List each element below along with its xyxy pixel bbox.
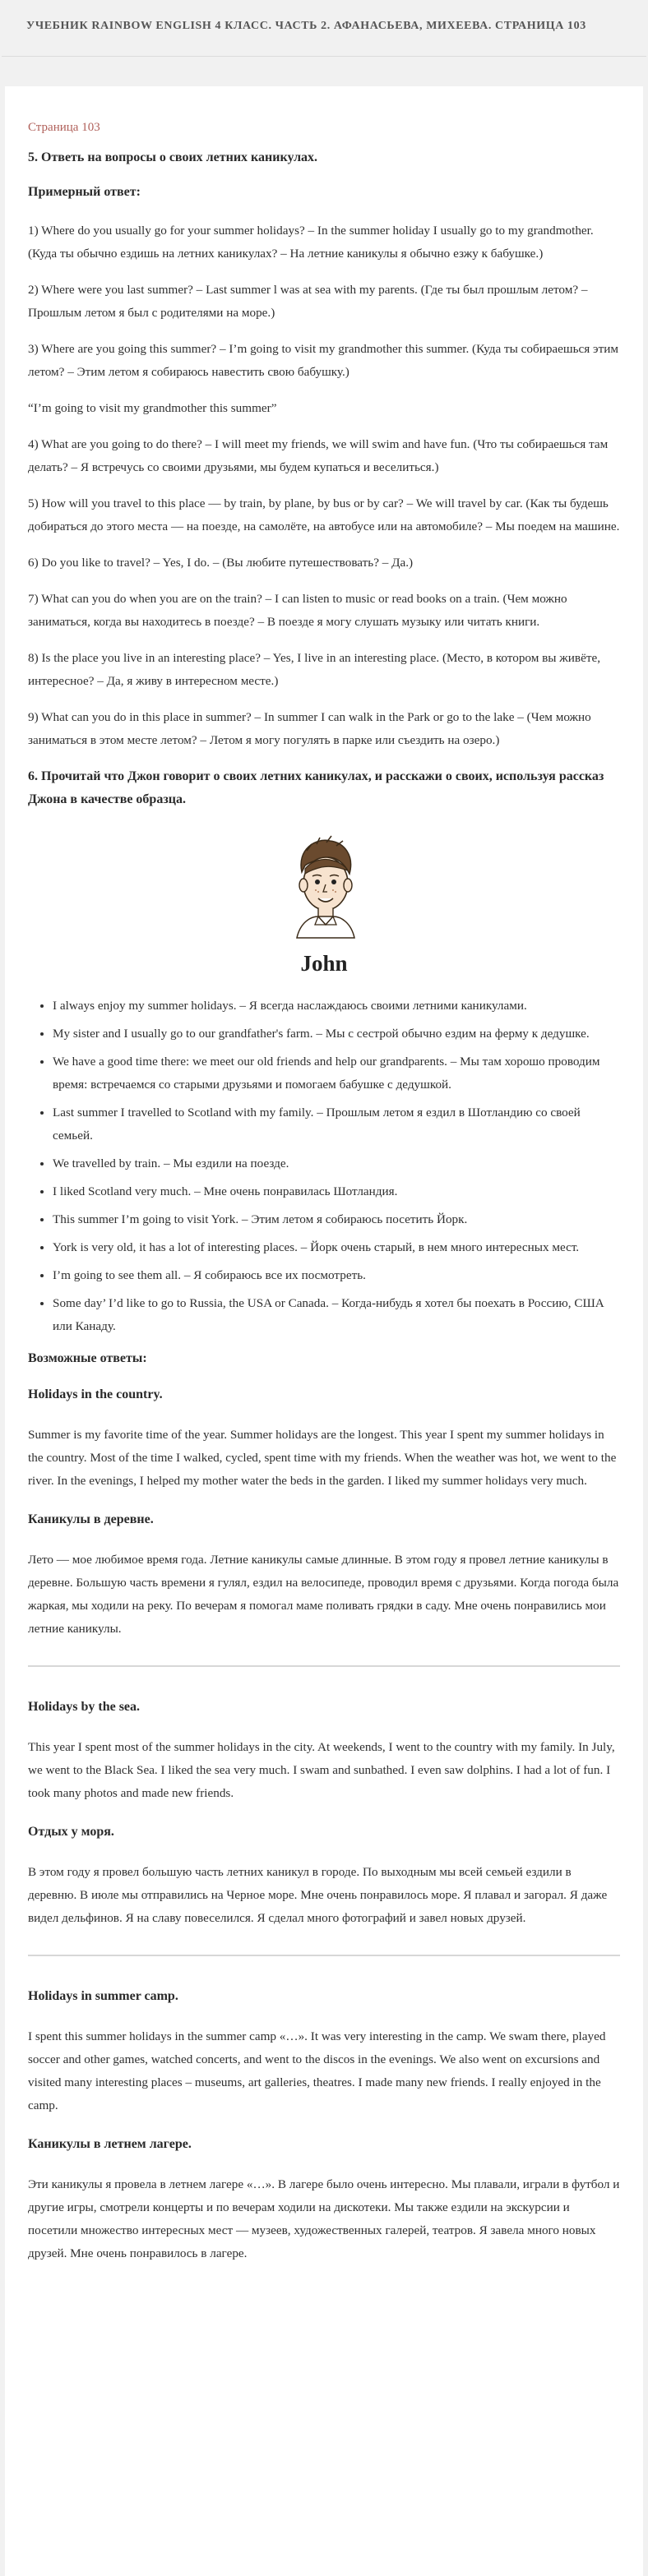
list-item: • York is very old, it has a lot of interesting places. – Йорк очень старый, в нем много интересных мест. xyxy=(53,1236,620,1259)
qa-item-4: 4) What are you going to do there? – I will meet my friends, we will swim and have fun. (Что ты собираешься там делать? – Я встречусь со своими друзьями, мы будем купаться и веселиться.) xyxy=(28,437,609,474)
john-statements-list xyxy=(28,995,620,1338)
section-camp-en-text: I spent this summer holidays in the summer camp «…». It was very interesting in the camp. We swam there, played soccer and other games, watched concerts, and went to the discos in the evenings. We also went on excursions and visited many interesting places – museums, art galleries, theatres. I made many new friends. I really enjoyed in the camp. xyxy=(28,2029,606,2112)
qa-item-2: 2) Where were you last summer? – Last summer l was at sea with my parents. (Где ты был прошлым летом? – Прошлым летом я был с родителями на море.) xyxy=(28,283,588,320)
divider xyxy=(28,1955,620,1956)
list-item: • This summer I’m going to visit York. – Этим летом я собираюсь посетить Йорк. xyxy=(53,1208,620,1231)
qa-item-5: 5) How will you travel to this place — by train, by plane, by bus or by car? – We will travel by car. (Как ты будешь добираться до этого места — на поезде, на самолёте, на автобусе или на автомобиле? – Мы поедем на машине. xyxy=(28,496,620,533)
section-sea-en-title: Holidays by the sea. xyxy=(28,1700,141,1714)
list-item: • I always enjoy my summer holidays. – Я всегда наслаждаюсь своими летними каникулами. xyxy=(53,995,620,1018)
section-country-ru-title: Каникулы в деревне. xyxy=(28,1512,154,1526)
section-camp-ru-title: Каникулы в летнем лагере. xyxy=(28,2137,192,2151)
list-item: • We have a good time there: we meet our old friends and help our grandparents. – Мы там хорошо проводим время: встречаемся со старыми друзьями и помогаем бабушке с дедушкой. xyxy=(53,1050,620,1096)
section-camp-en-title: Holidays in summer camp. xyxy=(28,1989,178,2003)
sample-answer-label: Примерный ответ: xyxy=(28,185,141,199)
qa-item-6: 6) Do you like to travel? – Yes, I do. – (Вы любите путешествовать? – Да.) xyxy=(28,556,414,570)
qa-item-8: 8) Is the place you live in an interesting place? – Yes, I live in an interesting place. (Место, в котором вы живёте, интересное? – Да, я живу в интересном месте.) xyxy=(28,651,601,688)
section-sea-en-text: This year I spent most of the summer holidays in the city. At weekends, I went to the country with my family. In July, we went to the Black Sea. I liked the sea very much. I swam and sunbathed. I even saw dolphins. I had a lot of fun. I took many photos and made new friends. xyxy=(28,1740,615,1800)
list-item: • My sister and I usually go to our grandfather's farm. – Мы с сестрой обычно ездим на ферму к дедушке. xyxy=(53,1023,620,1046)
possible-answers-label: Возможные ответы: xyxy=(28,1351,147,1365)
list-item: • I’m going to see them all. – Я собираюсь все их посмотреть. xyxy=(53,1264,620,1287)
john-portrait-illustration xyxy=(279,833,369,939)
qa-item-7: 7) What can you do when you are on the train? – I can listen to music or read books on a train. (Чем можно заниматься, когда вы находитесь в поезде? – В поезде я могу слушать музыку или читать книги. xyxy=(28,592,567,629)
section-country-ru-text: Лето — мое любимое время года. Летние каникулы самые длинные. В этом году я провел летние каникулы в деревне. Большую часть времени я гулял, ездил на велосипеде, проводил время с друзьями. Когда погода была жаркая, мы ходили на реку. По вечерам я помогал маме поливать грядки в саду. Мне очень понравились мои летние каникулы. xyxy=(28,1553,619,1636)
section-camp-ru-text: Эти каникулы я провела в летнем лагере «…». В лагере было очень интересно. Мы плавали, играли в футбол и другие игры, смотрели концерты и по вечерам ходили на дискотеки. Мы также ездили на экскурсии и посетили множество интересных мест — музеев, художественных галерей, театров. Я завела много новых друзей. Мне очень понравилось в лагере. xyxy=(28,2177,620,2260)
list-item: • We travelled by train. – Мы ездили на поезде. xyxy=(53,1152,620,1175)
content-card xyxy=(5,86,643,2576)
divider xyxy=(28,1665,620,1667)
quote-line: “I’m going to visit my grandmother this summer” xyxy=(28,401,277,415)
qa-item-1: 1) Where do you usually go for your summer holidays? – In the summer holiday I usually go to my grandmother. (Куда ты обычно ездишь на летних каникулах? – На летние каникулы я обычно езжу к бабушке.) xyxy=(28,224,594,261)
section-sea-ru-title: Отдых у моря. xyxy=(28,1825,114,1839)
page-number-label: Страница 103 xyxy=(28,121,100,134)
section-country-en-title: Holidays in the country. xyxy=(28,1387,163,1401)
page-header xyxy=(2,0,646,57)
qa-item-3: 3) Where are you going this summer? – I’m going to visit my grandmother this summer. (Куда ты собираешься этим летом? – Этим летом я собираюсь навестить свою бабушку.) xyxy=(28,342,618,379)
list-item: • Last summer I travelled to Scotland with my family. – Прошлым летом я ездил в Шотландию со своей семьей. xyxy=(53,1101,620,1147)
task-6-heading: 6. Прочитай что Джон говорит о своих летних каникулах, и расскажи о своих, используя рассказ Джона в качестве образца. xyxy=(28,769,604,806)
task-5-heading: 5. Ответь на вопросы о своих летних каникулах. xyxy=(28,150,318,164)
qa-item-9: 9) What can you do in this place in summer? – In summer I can walk in the Park or go to the lake – (Чем можно заниматься в этом месте летом? – Летом я могу погулять в парке или съездить на озеро.) xyxy=(28,710,591,747)
list-item: • I liked Scotland very much. – Мне очень понравилась Шотландия. xyxy=(53,1180,620,1203)
page-title: УЧЕБНИК RAINBOW ENGLISH 4 КЛАСС. ЧАСТЬ 2. АФАНАСЬЕВА, МИХЕЕВА. СТРАНИЦА 103 xyxy=(26,20,586,32)
section-sea-ru-text: В этом году я провел большую часть летних каникул в городе. По выходным мы всей семьей ездили в деревню. В июле мы отправились на Черное море. Мне очень понравилось море. Я плавал и загорал. Я даже видел дельфинов. Я на славу повеселился. Я сделал много фотографий и завел новых друзей. xyxy=(28,1865,608,1925)
section-country-en-text: Summer is my favorite time of the year. Summer holidays are the longest. This year I spent my summer holidays in the country. Most of the time I walked, cycled, spent time with my friends. When the weather was hot, we went to the river. In the evenings, I helped my mother water the beds in the garden. I liked my summer holidays very much. xyxy=(28,1428,617,1488)
list-item: • Some day’ I’d like to go to Russia, the USA or Canada. – Когда-нибудь я хотел бы поехать в Россию, США или Канаду. xyxy=(53,1292,620,1338)
john-name-heading: John xyxy=(300,951,348,976)
